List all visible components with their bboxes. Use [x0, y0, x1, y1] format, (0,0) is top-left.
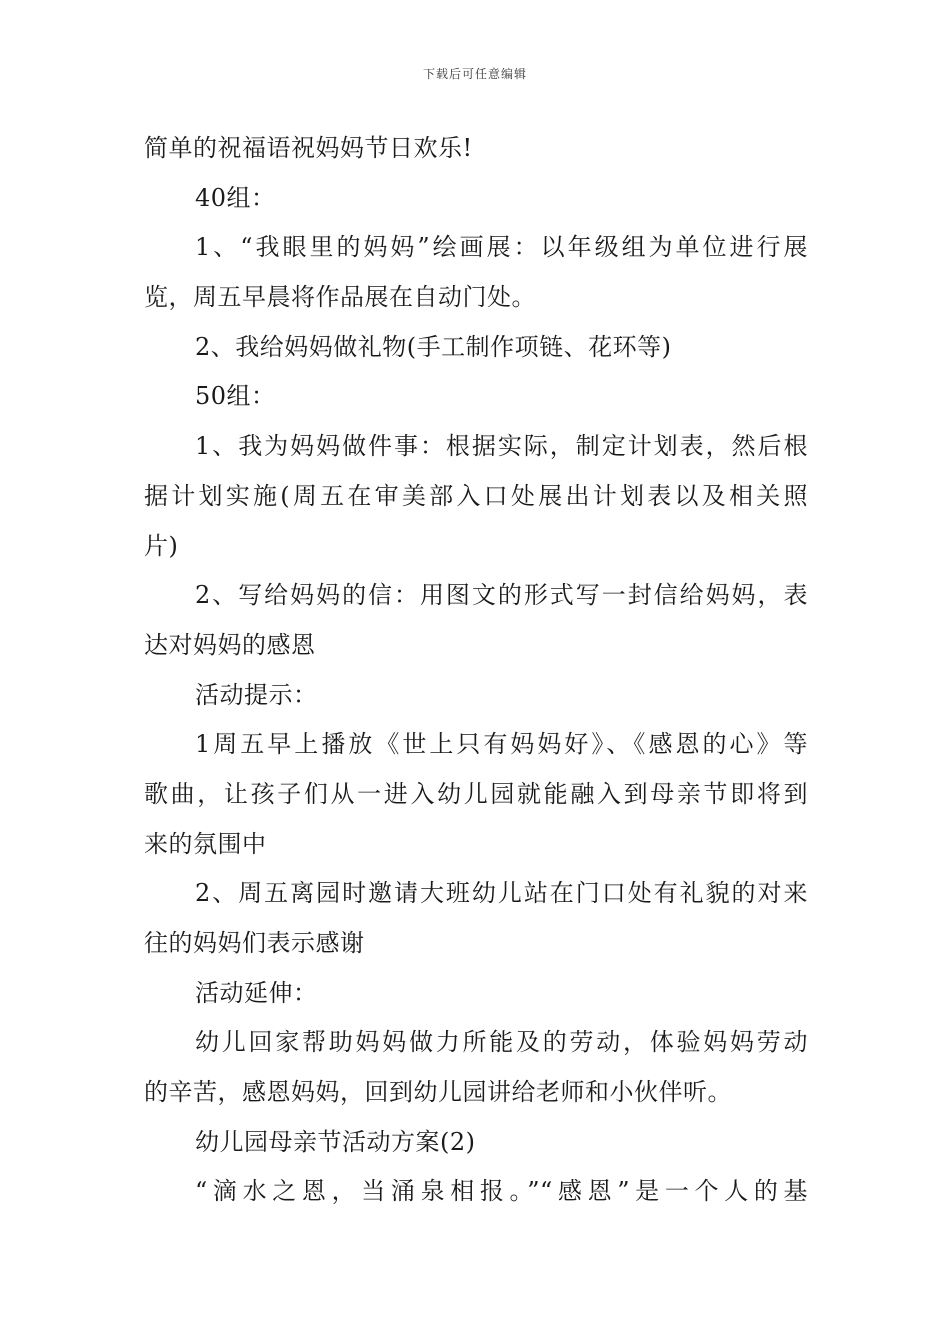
text-line: 幼儿园母亲节活动方案(2) [195, 1127, 476, 1156]
text-line: “滴水之恩，当涌泉相报。”“感恩”是一个人的基 [195, 1177, 808, 1206]
text-line: 40组： [195, 183, 276, 212]
text-line: 达对妈妈的感恩 [144, 630, 316, 659]
text-line: 来的氛围中 [144, 829, 267, 858]
text-line: 幼儿回家帮助妈妈做力所能及的劳动，体验妈妈劳动 [195, 1028, 808, 1057]
page-header-note: 下载后可任意编辑 [422, 67, 527, 81]
document-body [144, 124, 808, 1217]
text-line: 往的妈妈们表示感谢 [144, 929, 365, 957]
text-line: 2、我给妈妈做礼物(手工制作项链、花环等) [195, 332, 672, 361]
text-line: 1、我为妈妈做件事：根据实际，制定计划表，然后根 [195, 432, 808, 461]
text-line: 简单的祝福语祝妈妈节日欢乐! [144, 134, 473, 162]
text-line: 览，周五早晨将作品展在自动门处。 [144, 283, 536, 312]
text-line: 1周五早上播放《世上只有妈妈好》、《感恩的心》等 [195, 730, 808, 759]
text-line: 的辛苦，感恩妈妈，回到幼儿园讲给老师和小伙伴听。 [144, 1078, 732, 1107]
text-line: 1、“我眼里的妈妈”绘画展：以年级组为单位进行展 [195, 233, 808, 262]
text-line: 歌曲，让孩子们从一进入幼儿园就能融入到母亲节即将到 [144, 779, 808, 808]
text-line: 片) [144, 531, 179, 560]
text-line: 2、周五离园时邀请大班幼儿站在门口处有礼貌的对来 [195, 879, 808, 908]
text-line: 活动提示： [195, 680, 318, 709]
text-line: 据计划实施(周五在审美部入口处展出计划表以及相关照 [144, 481, 808, 510]
text-line: 活动延伸： [195, 978, 318, 1007]
text-line: 50组： [195, 382, 276, 411]
text-line: 2、写给妈妈的信：用图文的形式写一封信给妈妈，表 [195, 581, 808, 610]
